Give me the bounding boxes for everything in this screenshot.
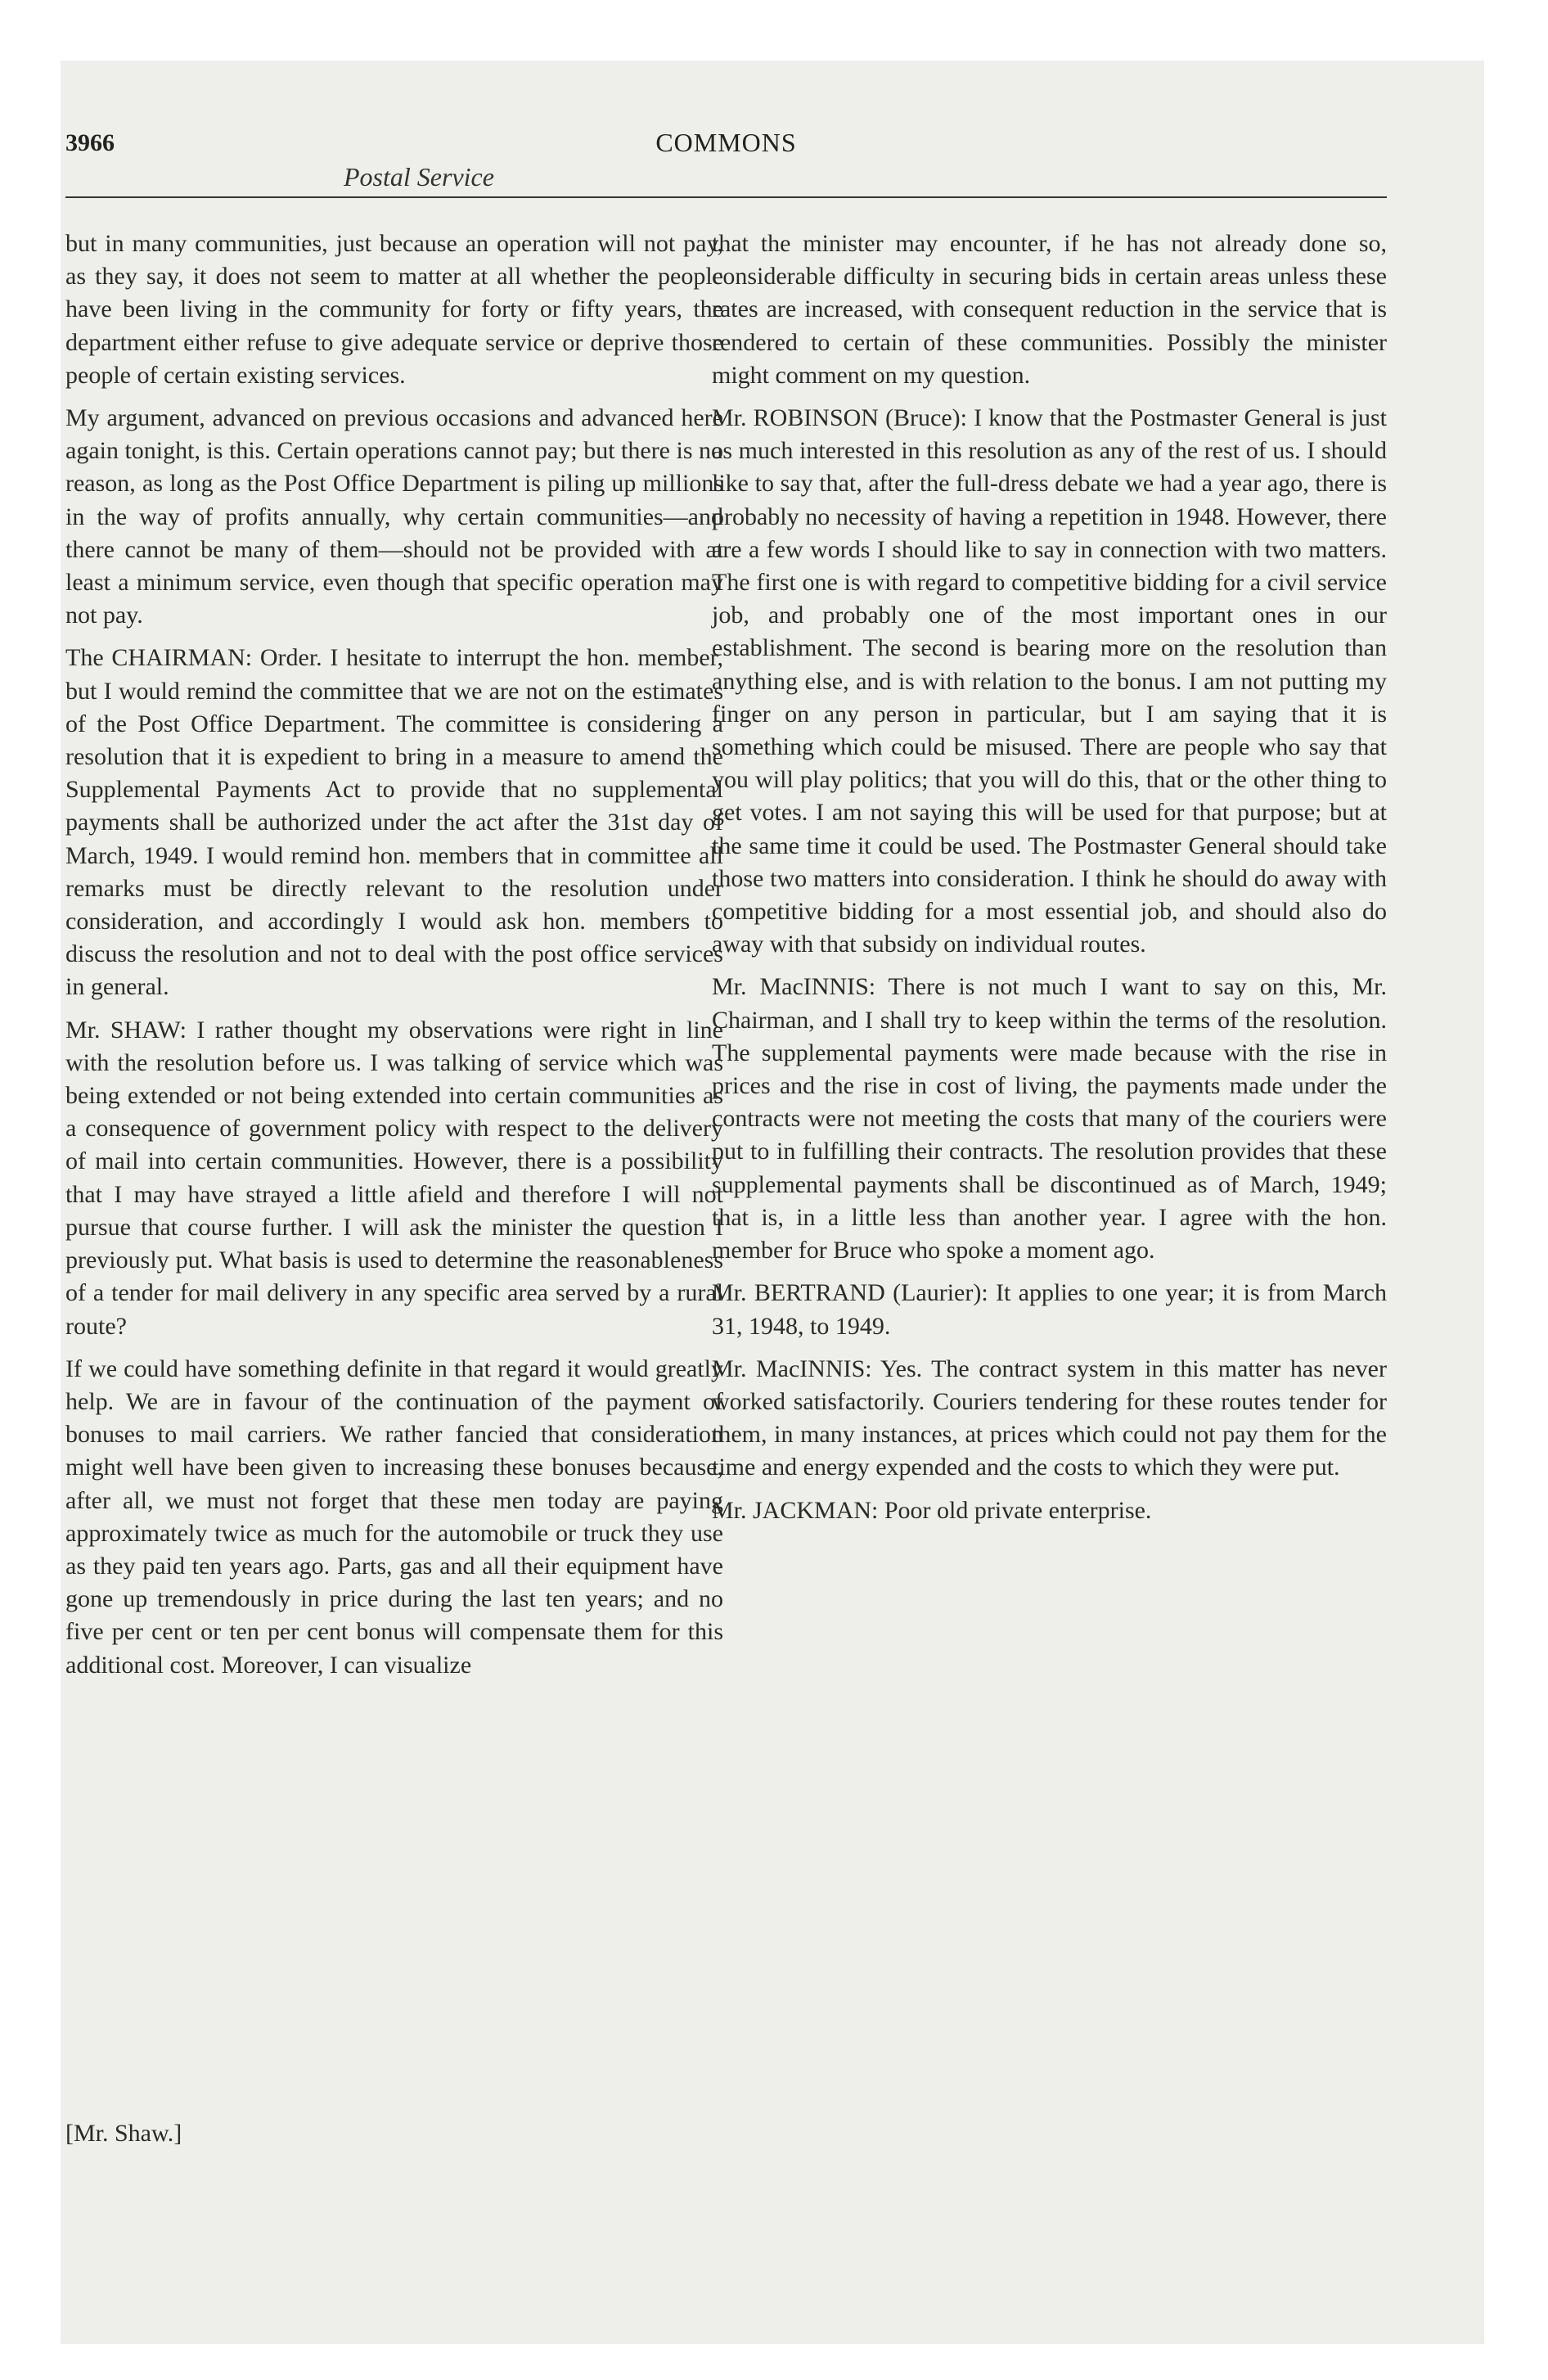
paragraph: Mr. MacINNIS: There is not much I want to say on this, Mr. Chairman, and I shall try to keep within the terms of the resolution. The supplemental payments were made because with the rise in prices and the rise in cost of living, the payments made under the contracts were not meeting the costs that many of the couriers were put to in fulfilling their contracts. The resolution provides that these supplemental payments shall be discontinued as of March, 1949; that is, in a little less than another year. I agree with the hon. member for Bruce who spoke a moment ago. xyxy=(712,973,1387,1264)
page-number: 3966 xyxy=(65,129,115,156)
header-rule xyxy=(65,196,1387,198)
paragraph: Mr. BERTRAND (Laurier): It applies to one year; it is from March 31, 1948, to 1949. xyxy=(712,1279,1387,1340)
right-column xyxy=(712,228,1387,1537)
section-title: Postal Service xyxy=(344,162,494,192)
paragraph: The CHAIRMAN: Order. I hesitate to interrupt the hon. member, but I would remind the committee that we are not on the estimates of the Post Office Department. The committee is considering a resolution that it is expedient to bring in a measure to amend the Supplemental Payments Act to provide that no supplemental payments shall be authorized under the act after the 31st day of March, 1949. I would remind hon. members that in committee all remarks must be directly relevant to the resolution under consideration, and accordingly I would ask hon. members to discuss the resolution and not to deal with the post office services in general. xyxy=(65,644,723,1001)
paragraph: Mr. ROBINSON (Bruce): I know that the Postmaster General is just as much interested in this resolution as any of the rest of us. I should like to say that, after the full-dress debate we had a year ago, there is probably no necessity of having a repetition in 1948. However, there are a few words I should like to say in connection with two matters. The first one is with regard to competitive bidding for a civil service job, and probably one of the most important ones in our establishment. The second is bearing more on the resolution than anything else, and is with relation to the bonus. I am not putting my finger on any person in particular, but I am saying that it is something which could be misused. There are people who say that you will play politics; that you will do this, that or the other thing to get votes. I am not saying this will be used for that purpose; but at the same time it could be used. The Postmaster General should take those two matters into consideration. I think he should do away with competitive bidding for a most essential job, and should also do away with that subsidy on individual routes. xyxy=(712,404,1387,958)
paragraph: My argument, advanced on previous occasions and advanced here again tonight, is this. Certain operations cannot pay; but there is no reason, as long as the Post Office Department is piling up millions in the way of profits annually, why certain communities—and there cannot be many of them—should not be provided with at least a minimum service, even though that specific operation may not pay. xyxy=(65,404,724,629)
paragraph: that the minister may encounter, if he has not already done so, considerable difficulty in securing bids in certain areas unless these rates are increased, with consequent reduction in the service that is rendered to certain of these communities. Possibly the minister might comment on my question. xyxy=(712,230,1387,389)
page-header xyxy=(65,65,1387,192)
left-column xyxy=(65,228,723,1692)
paragraph: Mr. MacINNIS: Yes. The contract system in this matter has never worked satisfactorily. Couriers tendering for these routes tender for them, in many instances, at prices which could not pay them for the time and energy expended and the costs to which they were put. xyxy=(712,1355,1387,1481)
paragraph: Mr. JACKMAN: Poor old private enterprise. xyxy=(712,1496,1152,1524)
speaker-footer-tag: [Mr. Shaw.] xyxy=(65,2120,182,2147)
paragraph: If we could have something definite in that regard it would greatly help. We are in favour of the continuation of the payment of bonuses to mail carriers. We rather fancied that consideration might well have been given to increasing these bonuses because, after all, we must not forget that these men today are paying approximately twice as much for the automobile or truck they use as they paid ten years ago. Parts, gas and all their equipment have gone up tremendously in price during the last ten years; and no five per cent or ten per cent bonus will compensate them for this additional cost. Moreover, I can visualize xyxy=(65,1355,723,1679)
paragraph: but in many communities, just because an operation will not pay, as they say, it does not seem to matter at all whether the people have been living in the community for forty or fifty years, the department either refuse to give adequate service or deprive those people of certain existing services. xyxy=(65,230,723,389)
paragraph: Mr. SHAW: I rather thought my observations were right in line with the resolution before us. I was talking of service which was being extended or not being extended into certain communities as a consequence of government policy with respect to the delivery of mail into certain communities. However, there is a possibility that I may have strayed a little afield and therefore I will not pursue that course further. I will ask the minister the question I previously put. What basis is used to determine the reasonableness of a tender for mail delivery in any specific area served by a rural route? xyxy=(65,1016,723,1340)
running-head: COMMONS xyxy=(655,128,797,157)
